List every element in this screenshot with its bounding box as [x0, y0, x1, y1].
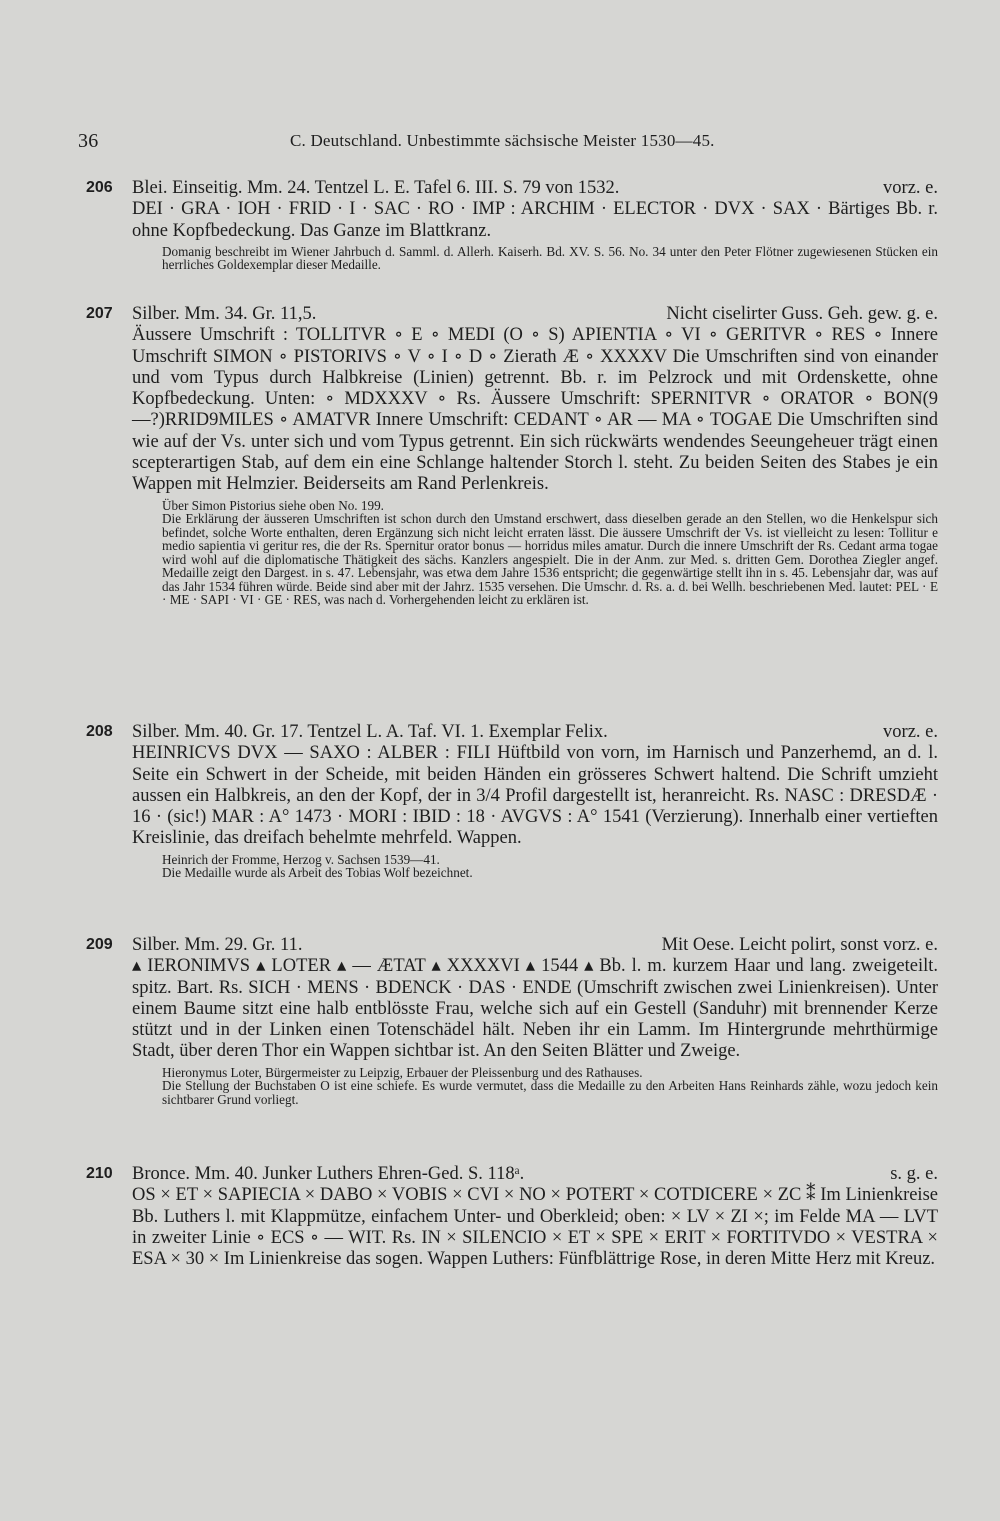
entry-note: Heinrich der Fromme, Herzog v. Sachsen 1539—41. [162, 851, 440, 867]
entry-heading: Silber. Mm. 29. Gr. 11. [132, 935, 303, 955]
catalog-entry-207 [86, 304, 938, 607]
entry-description: ▴ IERONIMVS ▴ LOTER ▴ — ÆTAT ▴ XXXXVI ▴ 1544 ▴ Bb. l. m. kurzem Haar und lang. zweigeteilt. spitz. Bart. Rs. SICH · MENS · BDENCK · DAS · ENDE (Umschrift zwischen zwei Linienkreisen). Unter einem Baume sitzt eine halb entblösste Frau, welche sich auf ein Gestell (Sanduhr) mit brennender Kerze stützt und in der Linken einen Totenschädel hält. Neben ihr ein Lamm. Im Hintergrunde mehrthürmige Stadt, über deren Thor ein Wappen sichtbar ist. An den Seiten Blätter und Zweige. [132, 956, 938, 1062]
catalog-entry-209 [86, 935, 938, 1106]
entry-number: 207 [86, 305, 113, 322]
entry-heading: Bronce. Mm. 40. Junker Luthers Ehren-Ged. S. 118ᵃ. [132, 1164, 525, 1184]
entry-description: DEI · GRA · IOH · FRID · I · SAC · RO · IMP : ARCHIM · ELECTOR · DVX · SAX · Bärtiges Bb. r. ohne Kopfbedeckung. Das Ganze im Blattkranz. [132, 199, 938, 241]
entry-condition: Nicht ciselirter Guss. Geh. gew. g. e. [666, 304, 938, 324]
entry-number: 208 [86, 723, 113, 740]
catalog-entry-208 [86, 722, 938, 880]
entry-note: Die Stellung der Buchstaben O ist eine schiefe. Es wurde vermutet, dass die Medaille zu den Arbeiten Hans Reinhards zähle, wozu jedoch kein sichtbarer Grund vorliegt. [162, 1078, 938, 1107]
entry-note: Die Erklärung der äusseren Umschriften ist schon durch den Umstand erschwert, dass dieselben gerade an den Stellen, wo die Henkelspur sich befindet, solche Worte enthalten, deren Ergänzung sich nicht leicht erraten lässt. Die äussere Umschrift der Vs. ist vielleicht zu lesen: Tollitur e medio sapientia vi geritur res, die der Rs. Spernitur orator bonus — horridus miles amatur. Durch die innere Umschrift der Rs. Cedant arma togae wird wohl auf die diplomatische Thätigkeit des sächs. Kanzlers angespielt. Die in der Anm. zur Med. s. dritten Gem. Dorothea Ziegler angef. Medaille zeigt den Dargest. in s. 47. Lebensjahr, was etwa dem Jahre 1536 entspricht; die gegenwärtige stellt ihn in s. 45. Lebensjahr dar, was auf das Jahr 1534 führen würde. Beide sind aber mit der Jahrz. 1535 versehen. Die Umschr. d. Rs. a. d. bei Wellh. beschriebenen Med. lautet: PEL · E · ME · SAPI · VI · GE · RES, was nach d. Vorhergehenden leicht zu erklären ist. [162, 511, 938, 608]
entry-description: OS × ET × SAPIECIA × DABO × VOBIS × CVI × NO × POTERT × COTDICERE × ZC ⁑ Im Linienkreise Bb. Luthers l. mit Klappmütze, einfachem Unter- und Oberkleid; oben: × LV × ZI ×; im Felde MA — LVT in zweiter Linie ∘ ECS ∘ — WIT. Rs. IN × SILENCIO × ET × SPE × ERIT × FORTITVDO × VESTRA × ESA × 30 × Im Linienkreise das sogen. Wappen Luthers: Fünfblättrige Rose, in deren Mitte Herz mit Kreuz. [132, 1185, 938, 1270]
entry-note: Die Medaille wurde als Arbeit des Tobias Wolf bezeichnet. [162, 865, 473, 881]
entry-note: Hieronymus Loter, Bürgermeister zu Leipzig, Erbauer der Pleissenburg und des Rathauses. [162, 1064, 643, 1080]
entry-condition: vorz. e. [883, 178, 938, 198]
entry-number: 209 [86, 936, 113, 953]
entry-note: Domanig beschreibt im Wiener Jahrbuch d. Samml. d. Allerh. Kaiserh. Bd. XV. S. 56. No. 34 unter den Peter Flötner zugewiesenen Stücken ein herrliches Goldexemplar dieser Medaille. [162, 243, 938, 273]
entry-heading: Silber. Mm. 34. Gr. 11,5. [132, 304, 317, 324]
catalog-entry-206 [86, 178, 938, 272]
entry-number: 210 [86, 1165, 113, 1182]
entry-heading: Silber. Mm. 40. Gr. 17. Tentzel L. A. Taf. VI. 1. Exemplar Felix. [132, 722, 608, 742]
entry-condition: Mit Oese. Leicht polirt, sonst vorz. e. [661, 935, 938, 955]
entry-description: Äussere Umschrift : TOLLITVR ∘ E ∘ MEDI (O ∘ S) APIENTIA ∘ VI ∘ GERITVR ∘ RES ∘ Innere Umschrift SIMON ∘ PISTORIVS ∘ V ∘ I ∘ D ∘ Zierath Æ ∘ XXXXV Die Umschriften sind von einander und vom Typus durch Halbkreise (Linien) getrennt. Bb. r. im Pelzrock und mit Ordenskette, ohne Kopfbedeckung. Unten: ∘ MDXXXV ∘ Rs. Äussere Umschrift: SPERNITVR ∘ ORATOR ∘ BON(9—?)RRID9MILES ∘ AMATVR Innere Umschrift: CEDANT ∘ AR — MA ∘ TOGAE Die Umschriften sind wie auf der Vs. unter sich und vom Typus getrennt. Ein sich rückwärts wendendes Seeungeheuer trägt einen scepterartigen Stab, auf dem ein eine Schlange haltender Storch l. steht. Zu beiden Seiten des Stabes je ein Wappen mit Helmzier. Beiderseits am Rand Perlenkreis. [132, 325, 938, 495]
entry-description: HEINRICVS DVX — SAXO : ALBER : FILI Hüftbild von vorn, im Harnisch und Panzerhemd, an d. l. Seite ein Schwert in der Scheide, mit beiden Händen ein grösseres Schwert haltend. Die Schrift umzieht aussen ein Halbkreis, an den der Kopf, der in 3/4 Profil dargestellt ist, heranreicht. Rs. NASC : DRESDÆ · 16 · (sic!) MAR : A° 1473 · MORI : IBID : 18 · AVGVS : A° 1541 (Verzierung). Innerhalb einer vertieften Kreislinie, das dreifach behelmte mehrfeld. Wappen. [132, 743, 938, 849]
entry-heading: Blei. Einseitig. Mm. 24. Tentzel L. E. Tafel 6. III. S. 79 von 1532. [132, 178, 620, 198]
catalog-entry-210 [86, 1164, 938, 1270]
running-title: C. Deutschland. Unbestimmte sächsische Meister 1530—45. [290, 131, 715, 150]
entry-note: Über Simon Pistorius siehe oben No. 199. [162, 497, 384, 513]
entry-condition: vorz. e. [883, 722, 938, 742]
entry-number: 206 [86, 179, 113, 196]
entry-condition: s. g. e. [890, 1164, 938, 1184]
page-number: 36 [78, 130, 99, 152]
